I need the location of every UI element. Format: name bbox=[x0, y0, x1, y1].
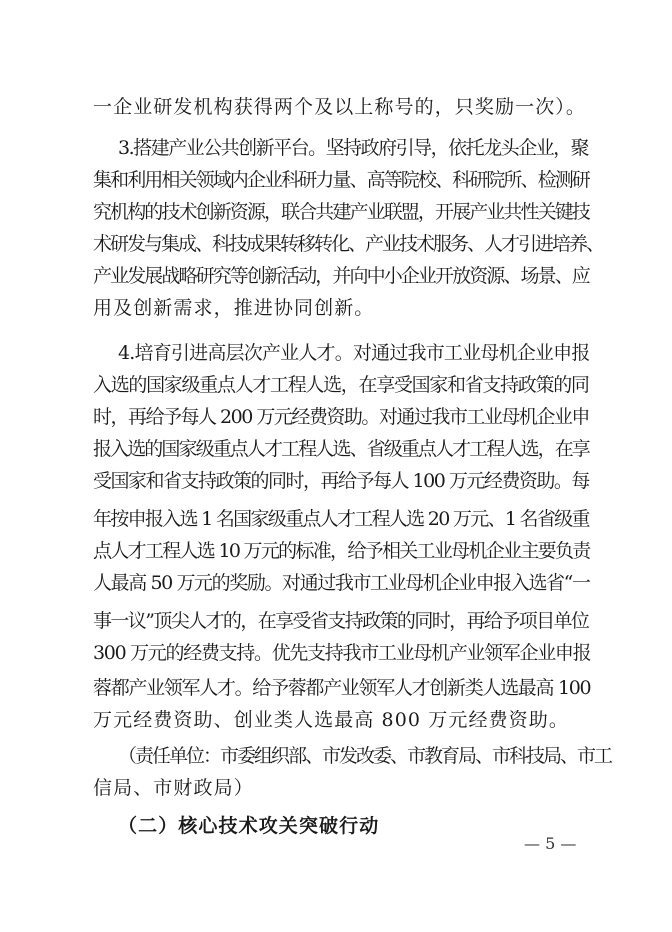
text-line-12: 受国家和省支持政策的同时，再给予每人 100 万元经费资助。每 bbox=[93, 470, 589, 492]
text-line-4: 究机构的技术创新资源，联合共建产业联盟，开展产业共性关键技 bbox=[93, 201, 589, 223]
text-line-5: 术研发与集成、科技成果转移转化、产业技术服务、人才引进培养、 bbox=[93, 233, 604, 255]
text-line-16: 事一议”顶尖人才的，在享受省支持政策的同时，再给予项目单位 bbox=[93, 610, 589, 632]
text-line-13: 年按申报入选 1 名国家级重点人才工程人选 20 万元、1 名省级重 bbox=[93, 508, 589, 530]
text-line-1: 一企业研发机构获得两个及以上称号的，只奖励一次）。 bbox=[93, 96, 587, 118]
text-line-2: 3.搭建产业公共创新平台。坚持政府引导，依托龙头企业，聚 bbox=[118, 137, 589, 159]
responsible-units-line-2: 信局、市财政局） bbox=[93, 777, 254, 799]
text-line-3: 集和利用相关领域内企业科研力量、高等院校、科研院所、检测研 bbox=[93, 169, 589, 191]
responsible-units-line-1: （责任单位：市委组织部、市发改委、市教育局、市科技局、市工 bbox=[118, 745, 612, 767]
text-line-18: 蓉都产业领军人才。给予蓉都产业领军人才创新类人选最高 100 bbox=[93, 677, 591, 699]
text-line-9: 入选的国家级重点人才工程人选，在享受国家和省支持政策的同 bbox=[93, 374, 589, 396]
text-line-7: 用及创新需求，推进协同创新。 bbox=[93, 297, 375, 319]
text-line-6: 产业发展战略研究等创新活动，并向中小企业开放资源、场景、应 bbox=[93, 265, 589, 287]
text-line-15: 人最高 50 万元的奖励。对通过我市工业母机企业申报入选省“一 bbox=[93, 572, 590, 594]
text-line-14: 点人才工程人选 10 万元的标准，给予相关工业母机企业主要负责 bbox=[93, 540, 590, 562]
section-heading: （二）核心技术攻关突破行动 bbox=[118, 815, 380, 837]
text-line-17: 300 万元的经费支持。优先支持我市工业母机产业领军企业申报 bbox=[93, 642, 591, 664]
page-number: — 5 — bbox=[524, 834, 577, 853]
text-line-19: 万元经费资助、创业类人选最高 800 万元经费资助。 bbox=[93, 709, 569, 731]
text-line-11: 报入选的国家级重点人才工程人选、省级重点人才工程人选，在享 bbox=[93, 438, 589, 460]
text-line-10: 时，再给予每人 200 万元经费资助。对通过我市工业母机企业申 bbox=[93, 406, 589, 428]
text-line-8: 4.培育引进高层次产业人才。对通过我市工业母机企业申报 bbox=[118, 342, 590, 364]
